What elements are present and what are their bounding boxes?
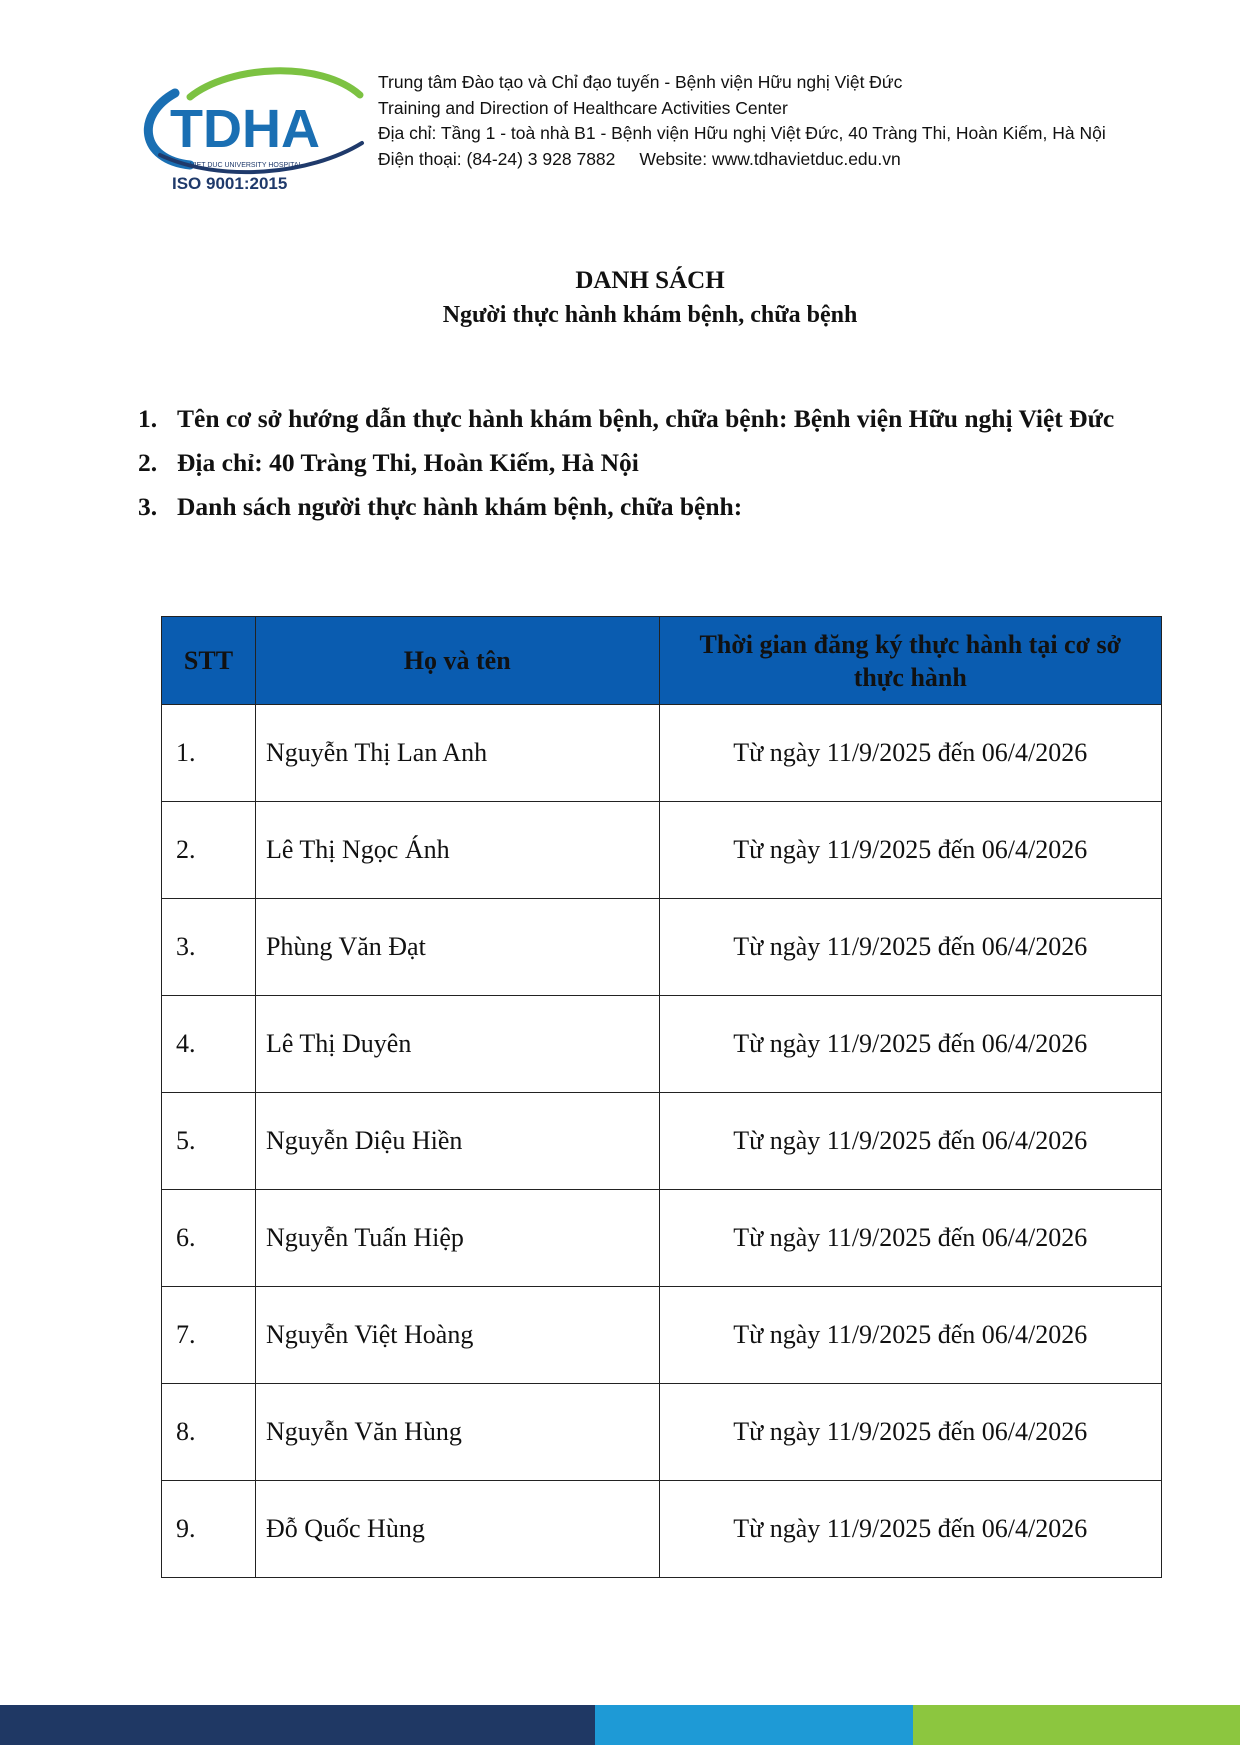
center-name-en: Training and Direction of Healthcare Activities Center xyxy=(378,97,788,118)
table-row xyxy=(162,1481,1162,1578)
table-row xyxy=(162,802,1162,899)
cell-stt: 1. xyxy=(162,705,256,802)
phone-number: Điện thoại: (84-24) 3 928 7882 xyxy=(378,148,616,169)
table-row xyxy=(162,899,1162,996)
info-text: Địa chỉ: 40 Tràng Thi, Hoàn Kiếm, Hà Nội xyxy=(177,448,639,477)
info-text: Danh sách người thực hành khám bệnh, chữa bệnh: xyxy=(177,492,743,521)
cell-name: Nguyễn Diệu Hiền xyxy=(255,1093,659,1190)
cell-period: Từ ngày 11/9/2025 đến 06/4/2026 xyxy=(659,996,1161,1093)
footer-bar-green xyxy=(913,1705,1240,1745)
cell-name: Nguyễn Thị Lan Anh xyxy=(255,705,659,802)
center-name-vi: Trung tâm Đào tạo và Chỉ đạo tuyến - Bệnh viện Hữu nghị Việt Đức xyxy=(378,72,903,92)
cell-period: Từ ngày 11/9/2025 đến 06/4/2026 xyxy=(659,1093,1161,1190)
cell-stt: 3. xyxy=(162,899,256,996)
header-period: Thời gian đăng ký thực hành tại cơ sở thực hành xyxy=(659,617,1161,705)
cell-name: Lê Thị Ngọc Ánh xyxy=(255,802,659,899)
document-title: DANH SÁCH xyxy=(575,267,725,294)
info-number: 3. xyxy=(138,492,158,521)
logo-tagline: VIET DUC UNIVERSITY HOSPITAL xyxy=(190,162,303,169)
tdha-logo xyxy=(130,55,370,195)
footer-bar-navy xyxy=(0,1705,595,1745)
cell-name: Nguyễn Văn Hùng xyxy=(255,1384,659,1481)
cell-name: Đỗ Quốc Hùng xyxy=(255,1481,659,1578)
info-item-list-intro xyxy=(138,485,1148,529)
table-row xyxy=(162,1190,1162,1287)
cell-name: Phùng Văn Đạt xyxy=(255,899,659,996)
cell-period: Từ ngày 11/9/2025 đến 06/4/2026 xyxy=(659,1384,1161,1481)
practitioner-table xyxy=(161,616,1162,1578)
info-list xyxy=(138,397,1148,529)
footer-bar-blue xyxy=(595,1705,913,1745)
cell-period: Từ ngày 11/9/2025 đến 06/4/2026 xyxy=(659,705,1161,802)
cell-stt: 4. xyxy=(162,996,256,1093)
header-info xyxy=(378,70,1106,172)
info-item-facility xyxy=(138,397,1148,441)
info-number: 2. xyxy=(138,448,158,477)
cell-period: Từ ngày 11/9/2025 đến 06/4/2026 xyxy=(659,802,1161,899)
cell-stt: 6. xyxy=(162,1190,256,1287)
document-subtitle: Người thực hành khám bệnh, chữa bệnh xyxy=(442,302,858,328)
contact-line xyxy=(378,147,1106,173)
table-header-row xyxy=(162,617,1162,705)
cell-name: Nguyễn Tuấn Hiệp xyxy=(255,1190,659,1287)
table-row xyxy=(162,1093,1162,1190)
cell-stt: 5. xyxy=(162,1093,256,1190)
cell-stt: 7. xyxy=(162,1287,256,1384)
website-link[interactable]: Website: www.tdhavietduc.edu.vn xyxy=(639,148,901,169)
cell-period: Từ ngày 11/9/2025 đến 06/4/2026 xyxy=(659,1190,1161,1287)
info-number: 1. xyxy=(138,404,158,433)
cell-stt: 8. xyxy=(162,1384,256,1481)
iso-label: ISO 9001:2015 xyxy=(172,174,288,193)
center-address: Địa chỉ: Tầng 1 - toà nhà B1 - Bệnh viện Hữu nghị Việt Đức, 40 Tràng Thi, Hoàn Kiếm, Hà Nội xyxy=(378,123,1106,143)
cell-name: Nguyễn Việt Hoàng xyxy=(255,1287,659,1384)
info-item-address xyxy=(138,441,1148,485)
cell-period: Từ ngày 11/9/2025 đến 06/4/2026 xyxy=(659,1287,1161,1384)
footer-color-bar xyxy=(0,1705,1240,1745)
table-row xyxy=(162,705,1162,802)
table-row xyxy=(162,1384,1162,1481)
cell-stt: 9. xyxy=(162,1481,256,1578)
cell-period: Từ ngày 11/9/2025 đến 06/4/2026 xyxy=(659,1481,1161,1578)
table-row xyxy=(162,996,1162,1093)
header-stt: STT xyxy=(162,617,256,705)
cell-name: Lê Thị Duyên xyxy=(255,996,659,1093)
info-text: Tên cơ sở hướng dẫn thực hành khám bệnh, chữa bệnh: Bệnh viện Hữu nghị Việt Đức xyxy=(177,404,1115,433)
cell-period: Từ ngày 11/9/2025 đến 06/4/2026 xyxy=(659,899,1161,996)
logo-text: TDHA xyxy=(170,99,320,159)
cell-stt: 2. xyxy=(162,802,256,899)
header-name: Họ và tên xyxy=(255,617,659,705)
table-row xyxy=(162,1287,1162,1384)
